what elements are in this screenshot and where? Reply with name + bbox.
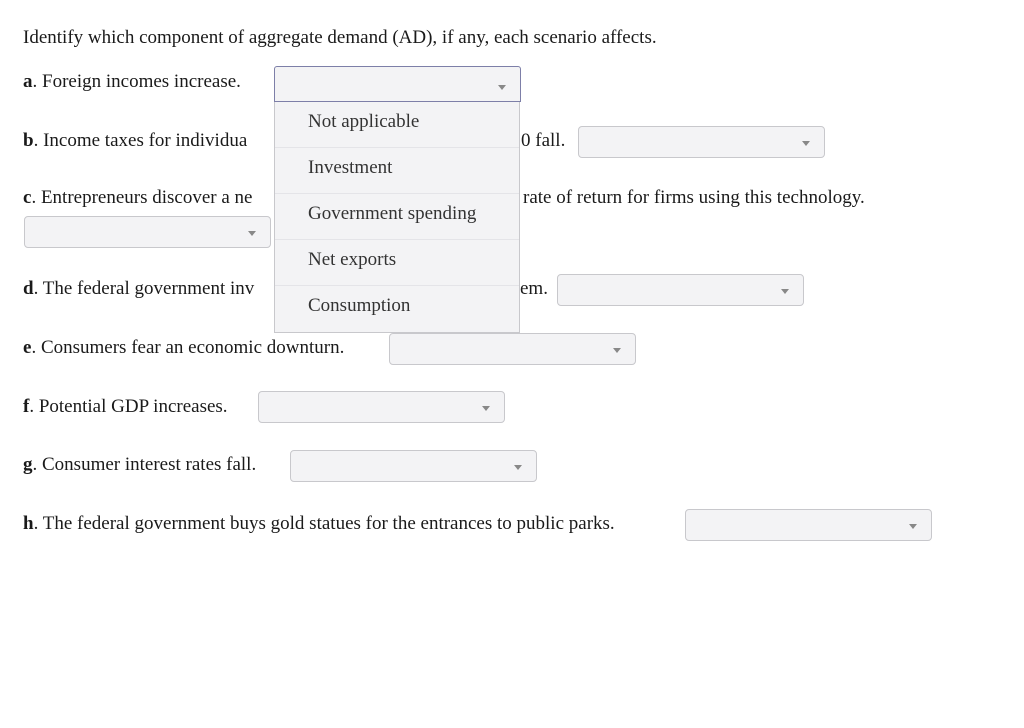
question-text: . The federal government buys gold statues for the entrances to public parks. — [33, 513, 615, 534]
instructions: Identify which component of aggregate demand (AD), if any, each scenario affects. — [23, 27, 657, 48]
answer-select-d[interactable] — [557, 274, 804, 306]
chevron-down-icon — [781, 289, 789, 294]
question-g — [23, 453, 256, 477]
question-c — [23, 186, 252, 210]
question-letter: h — [23, 513, 34, 534]
question-letter: e — [23, 337, 32, 358]
dropdown-option-government-spending[interactable]: Government spending — [275, 194, 519, 240]
answer-select-e[interactable] — [389, 333, 636, 365]
question-text: . Consumers fear an economic downturn. — [31, 337, 345, 358]
question-c-tail: rate of return for firms using this technology. — [523, 187, 865, 208]
question-text: . Foreign incomes increase. — [32, 71, 241, 92]
chevron-down-icon — [482, 406, 490, 411]
question-f — [23, 395, 228, 419]
chevron-down-icon — [248, 231, 256, 236]
chevron-down-icon — [909, 524, 917, 529]
question-text: . The federal government inv — [33, 278, 255, 299]
answer-select-h[interactable] — [685, 509, 932, 541]
question-letter: c — [23, 187, 32, 208]
dropdown-option-not-applicable[interactable]: Not applicable — [275, 102, 519, 148]
answer-select-c[interactable] — [24, 216, 271, 248]
question-letter: f — [23, 396, 30, 417]
question-letter: a — [23, 71, 33, 92]
answer-select-f[interactable] — [258, 391, 505, 423]
question-text: . Entrepreneurs discover a ne — [31, 187, 253, 208]
answer-select-g[interactable] — [290, 450, 537, 482]
dropdown-menu — [274, 102, 520, 333]
question-letter: d — [23, 278, 34, 299]
dropdown-option-consumption[interactable]: Consumption — [308, 295, 411, 316]
dropdown-option-investment[interactable]: Investment — [275, 148, 519, 194]
question-d-tail: em. — [520, 278, 548, 299]
chevron-down-icon — [613, 348, 621, 353]
question-e — [23, 336, 344, 360]
chevron-down-icon — [514, 465, 522, 470]
chevron-down-icon — [498, 85, 506, 90]
question-h — [23, 512, 615, 536]
dropdown-option-net-exports[interactable]: Net exports — [275, 240, 519, 286]
question-text: . Consumer interest rates fall. — [32, 454, 257, 475]
question-text: . Potential GDP increases. — [29, 396, 228, 417]
question-d — [23, 277, 254, 301]
answer-select-a[interactable] — [274, 66, 521, 102]
question-b-tail: 0 fall. — [521, 130, 566, 151]
question-letter: g — [23, 454, 33, 475]
question-text: . Income taxes for individua — [33, 130, 248, 151]
answer-select-b[interactable] — [578, 126, 825, 158]
chevron-down-icon — [802, 141, 810, 146]
question-a — [23, 70, 241, 94]
question-letter: b — [23, 130, 34, 151]
question-b — [23, 129, 247, 153]
